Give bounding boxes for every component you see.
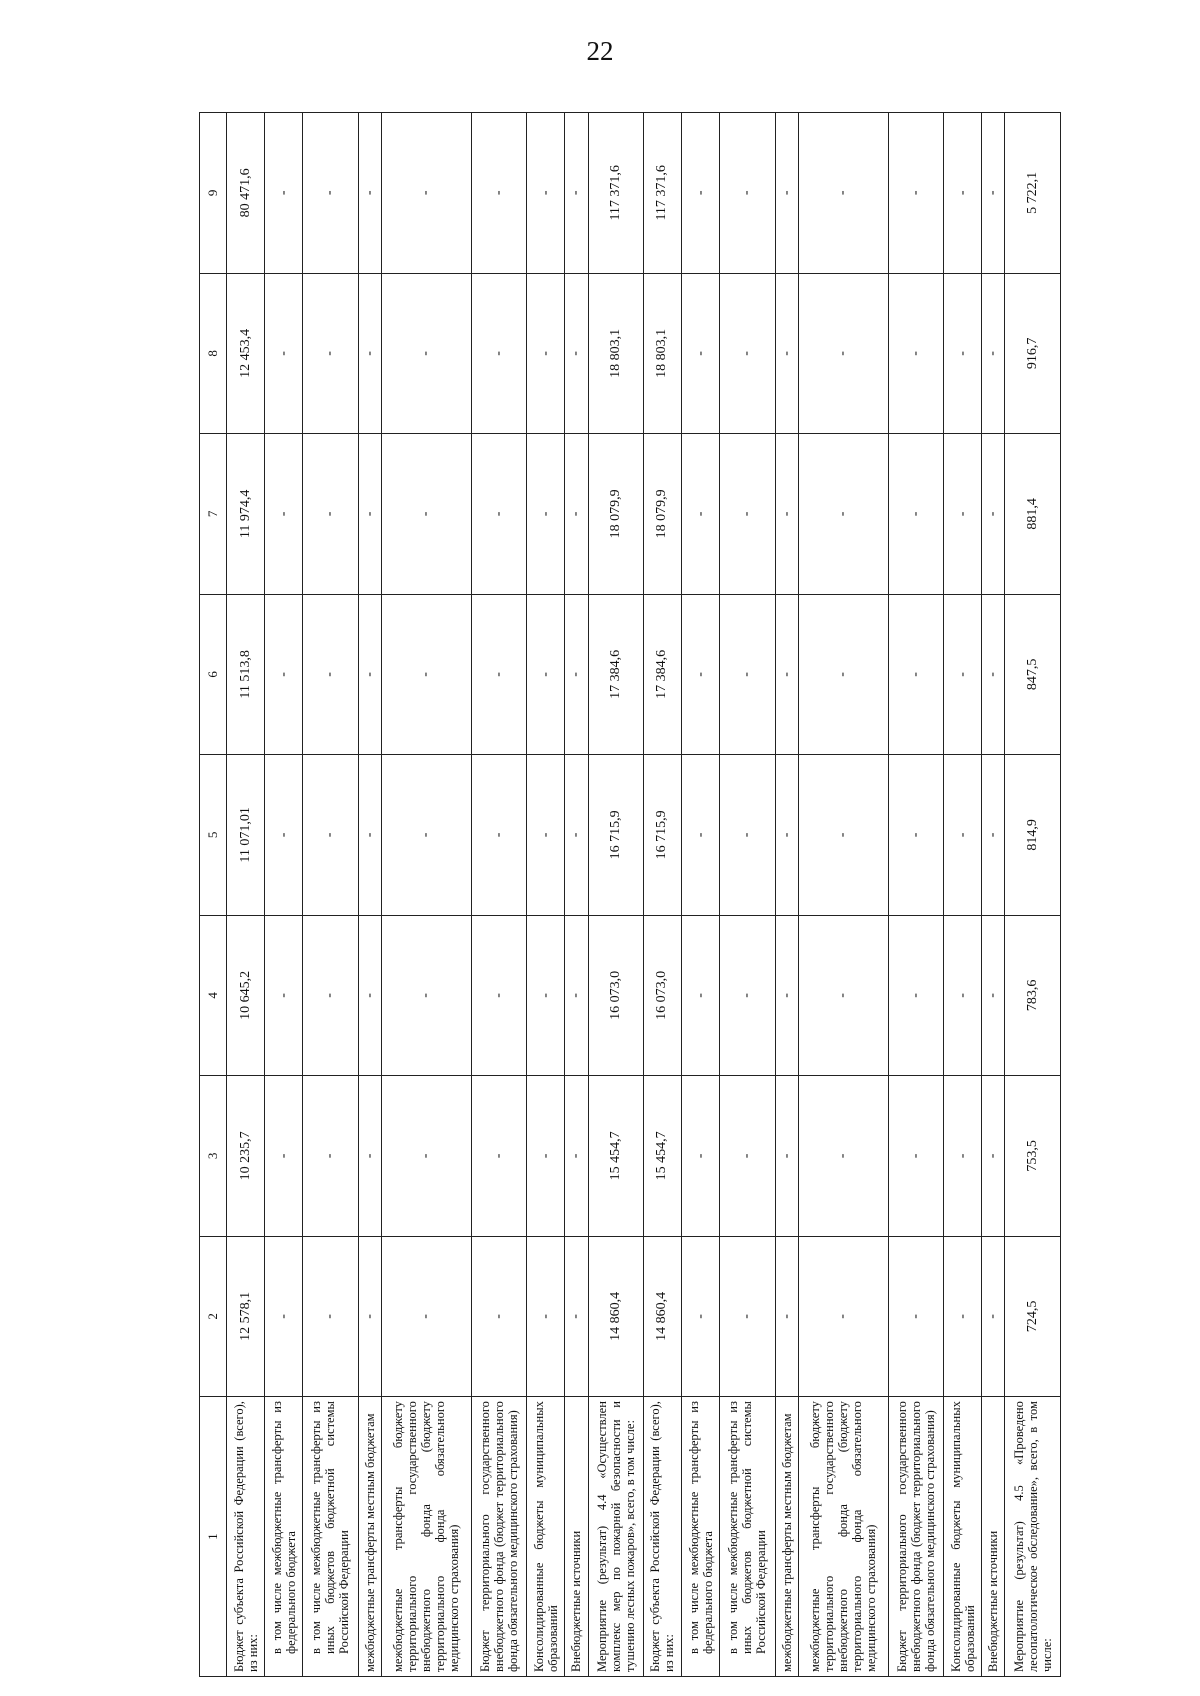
value-cell: - [265, 113, 303, 274]
rotated-table-area [199, 112, 1061, 1677]
value-cell: - [775, 915, 798, 1076]
value-cell: - [358, 755, 381, 916]
value-cell: 11 513,8 [227, 594, 265, 755]
value-cell: 15 454,7 [643, 1076, 681, 1237]
value-cell: - [775, 755, 798, 916]
rotated-table-container [199, 112, 1061, 1677]
value-cell: - [798, 273, 888, 434]
column-header: 7 [200, 434, 227, 595]
value-cell: - [775, 594, 798, 755]
value-cell: - [358, 113, 381, 274]
value-cell: 18 803,1 [643, 273, 681, 434]
value-cell: - [303, 1076, 358, 1237]
value-cell: 117 371,6 [643, 113, 681, 274]
value-cell: - [527, 915, 565, 1076]
row-label: Внебюджетные источники [982, 1397, 1005, 1677]
row-label: Бюджет территориального государственного внебюджетного фонда (бюджет территориального фонда обязательного медицинского страхования) [888, 1397, 943, 1677]
column-header: 8 [200, 273, 227, 434]
row-label: в том числе межбюджетные трансферты из иных бюджетов бюджетной системы Российской Федерации [303, 1397, 358, 1677]
value-cell: - [265, 1236, 303, 1397]
table-row [982, 113, 1005, 1677]
value-cell: - [982, 434, 1005, 595]
column-header: 3 [200, 1076, 227, 1237]
value-cell: - [720, 434, 775, 595]
table-row [265, 113, 303, 1677]
value-cell: 12 453,4 [227, 273, 265, 434]
table-row [1005, 113, 1061, 1677]
value-cell: 18 079,9 [588, 434, 643, 595]
value-cell: - [682, 1236, 720, 1397]
value-cell: 724,5 [1005, 1236, 1061, 1397]
value-cell: - [982, 1236, 1005, 1397]
value-cell: - [888, 434, 943, 595]
value-cell: - [982, 594, 1005, 755]
value-cell: 16 073,0 [643, 915, 681, 1076]
table-row [943, 113, 981, 1677]
value-cell: - [471, 755, 526, 916]
value-cell: - [943, 273, 981, 434]
value-cell: - [527, 273, 565, 434]
value-cell: - [798, 434, 888, 595]
value-cell: - [381, 434, 471, 595]
value-cell: 916,7 [1005, 273, 1061, 434]
value-cell: - [943, 755, 981, 916]
table-row [682, 113, 720, 1677]
value-cell: - [471, 1076, 526, 1237]
value-cell: 10 645,2 [227, 915, 265, 1076]
value-cell: - [303, 273, 358, 434]
table-row [643, 113, 681, 1677]
table-row [888, 113, 943, 1677]
value-cell: 12 578,1 [227, 1236, 265, 1397]
table-row [775, 113, 798, 1677]
value-cell: - [720, 113, 775, 274]
value-cell: - [565, 273, 588, 434]
table-body [227, 113, 1061, 1677]
value-cell: 117 371,6 [588, 113, 643, 274]
value-cell: 14 860,4 [588, 1236, 643, 1397]
column-header: 5 [200, 755, 227, 916]
value-cell: - [565, 915, 588, 1076]
value-cell: - [888, 1236, 943, 1397]
table-row [588, 113, 643, 1677]
value-cell: - [775, 1236, 798, 1397]
value-cell: - [527, 113, 565, 274]
value-cell: - [381, 1076, 471, 1237]
value-cell: - [527, 1236, 565, 1397]
value-cell: - [303, 113, 358, 274]
value-cell: - [565, 594, 588, 755]
value-cell: - [943, 594, 981, 755]
value-cell: - [775, 1076, 798, 1237]
row-label: межбюджетные трансферты местным бюджетам [775, 1397, 798, 1677]
funding-table [199, 112, 1061, 1677]
row-label: Консолидированные бюджеты муниципальных образований [527, 1397, 565, 1677]
value-cell: - [381, 594, 471, 755]
value-cell: - [720, 915, 775, 1076]
value-cell: - [943, 113, 981, 274]
value-cell: - [303, 915, 358, 1076]
value-cell: - [982, 1076, 1005, 1237]
value-cell: - [358, 434, 381, 595]
value-cell: 80 471,6 [227, 113, 265, 274]
value-cell: 18 803,1 [588, 273, 643, 434]
value-cell: - [471, 915, 526, 1076]
value-cell: - [943, 915, 981, 1076]
value-cell: 10 235,7 [227, 1076, 265, 1237]
row-label: межбюджетные трансферты бюджету территориального государственного внебюджетного фонда (бюджету территориального фонда обязательного медицинского страхования) [798, 1397, 888, 1677]
row-label: Мероприятие (результат) 4.5 «Проведено лесопатологическое обследование», всего, в том числе: [1005, 1397, 1061, 1677]
value-cell: - [303, 755, 358, 916]
table-row [798, 113, 888, 1677]
row-label: в том числе межбюджетные трансферты из иных бюджетов бюджетной системы Российской Федерации [720, 1397, 775, 1677]
value-cell: - [798, 755, 888, 916]
row-label: Бюджет субъекта Российской Федерации (всего), из них: [227, 1397, 265, 1677]
value-cell: - [682, 915, 720, 1076]
value-cell: - [265, 434, 303, 595]
value-cell: - [358, 594, 381, 755]
value-cell: - [682, 273, 720, 434]
value-cell: 16 715,9 [588, 755, 643, 916]
value-cell: - [381, 273, 471, 434]
column-header: 4 [200, 915, 227, 1076]
value-cell: - [527, 594, 565, 755]
value-cell: - [888, 113, 943, 274]
value-cell: 16 715,9 [643, 755, 681, 916]
value-cell: - [888, 594, 943, 755]
value-cell: - [943, 1076, 981, 1237]
value-cell: - [303, 434, 358, 595]
value-cell: - [471, 113, 526, 274]
value-cell: 11 974,4 [227, 434, 265, 595]
row-label: в том числе межбюджетные трансферты из федерального бюджета [265, 1397, 303, 1677]
value-cell: - [775, 273, 798, 434]
value-cell: - [682, 1076, 720, 1237]
value-cell: - [565, 755, 588, 916]
row-label: Консолидированные бюджеты муниципальных образований [943, 1397, 981, 1677]
value-cell: - [358, 915, 381, 1076]
value-cell: - [381, 915, 471, 1076]
value-cell: - [720, 1076, 775, 1237]
row-label: в том числе межбюджетные трансферты из федерального бюджета [682, 1397, 720, 1677]
value-cell: - [471, 594, 526, 755]
value-cell: - [565, 1236, 588, 1397]
value-cell: - [565, 113, 588, 274]
column-header: 1 [200, 1397, 227, 1677]
value-cell: - [798, 113, 888, 274]
column-header: 6 [200, 594, 227, 755]
value-cell: - [798, 594, 888, 755]
row-label: межбюджетные трансферты местным бюджетам [358, 1397, 381, 1677]
table-row [358, 113, 381, 1677]
value-cell: - [303, 1236, 358, 1397]
value-cell: - [982, 915, 1005, 1076]
value-cell: - [471, 1236, 526, 1397]
value-cell: - [381, 1236, 471, 1397]
value-cell: - [265, 1076, 303, 1237]
value-cell: - [982, 113, 1005, 274]
value-cell: - [720, 273, 775, 434]
value-cell: - [358, 273, 381, 434]
value-cell: - [565, 1076, 588, 1237]
column-header: 2 [200, 1236, 227, 1397]
value-cell: - [775, 434, 798, 595]
value-cell: 753,5 [1005, 1076, 1061, 1237]
value-cell: - [682, 755, 720, 916]
table-row [303, 113, 358, 1677]
value-cell: - [381, 755, 471, 916]
value-cell: - [682, 113, 720, 274]
table-row [471, 113, 526, 1677]
header-row [200, 113, 227, 1677]
value-cell: - [471, 273, 526, 434]
value-cell: 814,9 [1005, 755, 1061, 916]
table-row [565, 113, 588, 1677]
value-cell: - [565, 434, 588, 595]
value-cell: 15 454,7 [588, 1076, 643, 1237]
value-cell: - [265, 273, 303, 434]
value-cell: - [527, 434, 565, 595]
value-cell: - [303, 594, 358, 755]
value-cell: - [798, 1076, 888, 1237]
value-cell: - [888, 755, 943, 916]
row-label: Бюджет субъекта Российской Федерации (всего), из них: [643, 1397, 681, 1677]
table-row [720, 113, 775, 1677]
table-row [227, 113, 265, 1677]
value-cell: - [527, 755, 565, 916]
value-cell: 17 384,6 [588, 594, 643, 755]
value-cell: - [265, 755, 303, 916]
value-cell: - [682, 434, 720, 595]
value-cell: - [888, 915, 943, 1076]
value-cell: - [798, 915, 888, 1076]
value-cell: - [982, 755, 1005, 916]
value-cell: - [888, 273, 943, 434]
value-cell: - [265, 915, 303, 1076]
value-cell: - [471, 434, 526, 595]
value-cell: 847,5 [1005, 594, 1061, 755]
value-cell: - [943, 1236, 981, 1397]
value-cell: - [358, 1236, 381, 1397]
value-cell: - [982, 273, 1005, 434]
value-cell: - [265, 594, 303, 755]
value-cell: - [720, 1236, 775, 1397]
value-cell: 17 384,6 [643, 594, 681, 755]
value-cell: 18 079,9 [643, 434, 681, 595]
value-cell: - [682, 594, 720, 755]
value-cell: - [720, 594, 775, 755]
column-header: 9 [200, 113, 227, 274]
table-row [381, 113, 471, 1677]
value-cell: - [888, 1076, 943, 1237]
value-cell: 16 073,0 [588, 915, 643, 1076]
row-label: Внебюджетные источники [565, 1397, 588, 1677]
value-cell: - [720, 755, 775, 916]
value-cell: - [943, 434, 981, 595]
value-cell: - [798, 1236, 888, 1397]
row-label: Бюджет территориального государственного внебюджетного фонда (бюджет территориального фонда обязательного медицинского страхования) [471, 1397, 526, 1677]
table-row [527, 113, 565, 1677]
row-label: Мероприятие (результат) 4.4 «Осуществлен комплекс мер по пожарной безопасности и тушению лесных пожаров», всего, в том числе: [588, 1397, 643, 1677]
value-cell: - [381, 113, 471, 274]
value-cell: 14 860,4 [643, 1236, 681, 1397]
page-number: 22 [586, 36, 614, 66]
value-cell: - [775, 113, 798, 274]
value-cell: 881,4 [1005, 434, 1061, 595]
value-cell: - [527, 1076, 565, 1237]
value-cell: 783,6 [1005, 915, 1061, 1076]
value-cell: - [358, 1076, 381, 1237]
value-cell: 5 722,1 [1005, 113, 1061, 274]
value-cell: 11 071,01 [227, 755, 265, 916]
row-label: межбюджетные трансферты бюджету территориального государственного внебюджетного фонда (бюджету территориального фонда обязательного медицинского страхования) [381, 1397, 471, 1677]
